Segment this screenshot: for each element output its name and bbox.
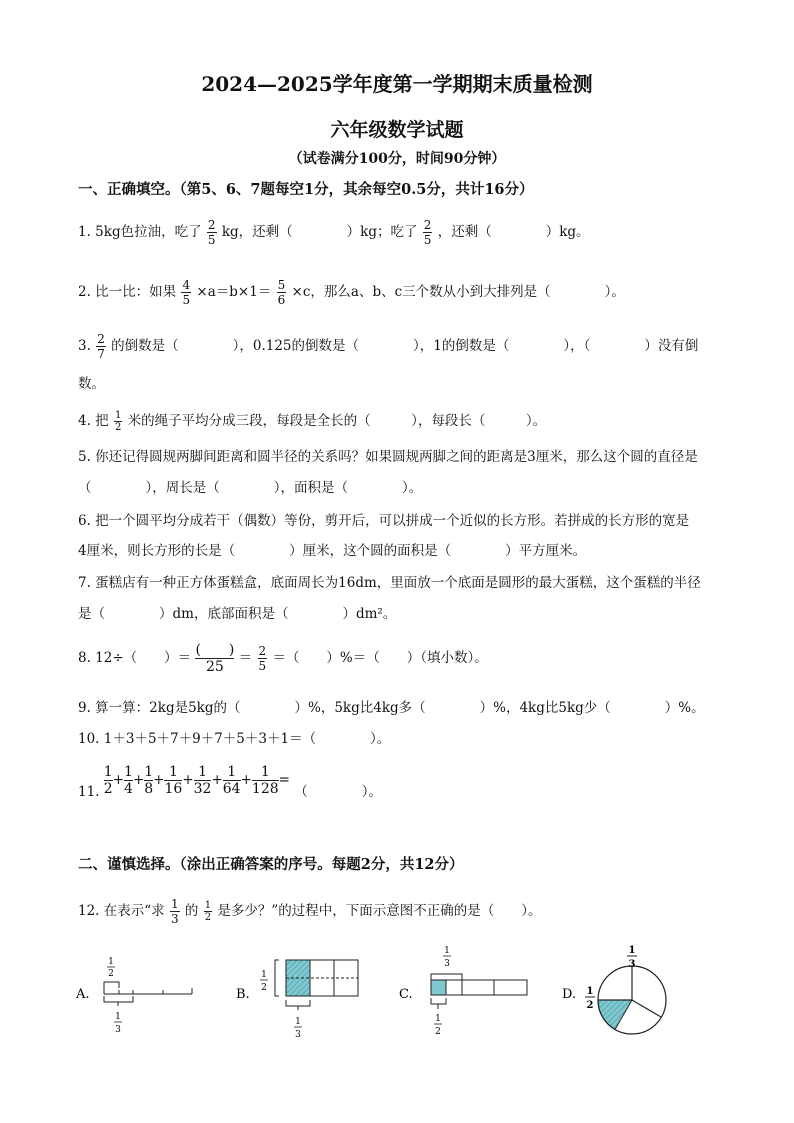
frac-den: 7	[97, 347, 105, 361]
frac-den: 6	[277, 293, 286, 307]
section-1-heading: 一、正确填空。（第5、6、7题每空1分，其余每空0.5分，共计16分）	[78, 181, 534, 198]
fraction-1-64	[223, 764, 241, 797]
option-b-label[interactable]: B.	[236, 987, 250, 1002]
option-d-label[interactable]: D.	[562, 987, 577, 1002]
plus-sign: +	[240, 772, 252, 788]
q12-text-b: 的	[184, 903, 199, 919]
option-a-label[interactable]: A.	[76, 987, 90, 1002]
third-num: 1	[628, 945, 636, 956]
option-a-diagram	[104, 957, 192, 1035]
q8-text-b: ＝	[238, 650, 253, 666]
question-10: 10. 1＋3＋5＋7＋9＋7＋5＋3＋1＝（ ）。	[78, 731, 391, 747]
fraction-two-fifths	[423, 218, 433, 247]
q3-text-b: 的倒数是（ ），0.125的倒数是（ ），1的倒数是（ ），（ ）没有倒	[111, 338, 699, 354]
q1-text-a: 1. 5kg色拉油，吃了	[78, 224, 202, 240]
option-c-label[interactable]: C.	[399, 987, 413, 1002]
half-num: 1	[261, 970, 267, 980]
option-b-diagram	[260, 960, 358, 1040]
frac-num: ( )	[195, 642, 235, 658]
plus-sign: +	[153, 772, 165, 788]
fraction-1-32	[194, 764, 212, 797]
frac-den: 32	[193, 781, 212, 797]
frac-num: 1	[227, 764, 237, 780]
frac-num: 2	[258, 644, 267, 658]
half-den: 2	[435, 1027, 441, 1037]
q11-blank: （ ）。	[294, 784, 382, 800]
question-7-cont: 是（ ）dm，底部面积是（ ）dm²。	[78, 606, 397, 622]
third-num: 1	[295, 1017, 301, 1027]
question-12	[78, 897, 542, 926]
q4-text-a: 4. 把	[78, 413, 109, 429]
frac-den: 64	[222, 781, 241, 797]
q12-text-c: 是多少？”的过程中，下面示意图不正确的是（ ）。	[217, 903, 542, 919]
half-num: 1	[586, 986, 594, 997]
frac-den: 128	[251, 781, 279, 797]
third-num: 1	[444, 946, 450, 956]
question-3	[78, 332, 698, 361]
fraction-one-half	[114, 410, 122, 433]
q2-text-c: ×c，那么a、b、c三个数从小到大排列是（ ）。	[291, 284, 625, 300]
fraction-five-sixths	[277, 278, 287, 307]
frac-num: 1	[168, 764, 178, 780]
q2-text-a: 2. 比一比：如果	[78, 284, 177, 300]
frac-den: 5	[258, 659, 267, 673]
fraction-1-2	[104, 764, 113, 797]
question-8	[78, 642, 488, 675]
fraction-two-sevenths	[96, 332, 106, 361]
frac-num: 1	[103, 764, 113, 780]
question-7: 7. 蛋糕店有一种正方体蛋糕盒，底面周长为16dm，里面放一个底面是圆形的最大蛋糕，这个蛋糕的半径	[78, 575, 701, 591]
frac-num: 1	[204, 900, 212, 911]
question-4	[78, 410, 546, 433]
frac-num: 1	[198, 764, 207, 780]
frac-den: 16	[164, 781, 183, 797]
frac-den: 8	[144, 781, 154, 797]
exam-title: 2024—2025学年度第一学期期末质量检测	[201, 72, 593, 96]
question-2	[78, 278, 625, 307]
plus-sign: +	[112, 772, 125, 788]
q8-text-c: ＝（ ）%＝（ ）（填小数）。	[272, 650, 488, 666]
half-den: 2	[108, 969, 114, 979]
fraction-1-128	[252, 764, 279, 797]
q8-text-a: 8. 12÷（ ）＝	[78, 650, 192, 666]
third-den: 3	[444, 959, 450, 969]
fraction-1-4	[124, 764, 133, 797]
fraction-four-fifths	[181, 278, 191, 307]
frac-num: 1	[114, 410, 122, 421]
question-3-cont: 数。	[78, 376, 105, 392]
q3-text-a: 3.	[78, 338, 91, 354]
frac-num: 1	[260, 764, 270, 780]
third-num: 1	[115, 1012, 121, 1022]
section-2-heading: 二、谨慎选择。（涂出正确答案的序号。每题2分，共12分）	[78, 856, 464, 873]
fraction-two-fifths	[207, 218, 217, 247]
question-5: 5. 你还记得圆规两脚间距离和圆半径的关系吗？如果圆规两脚之间的距离是3厘米，那么这个圆的直径是	[78, 449, 698, 465]
plus-sign: +	[182, 772, 194, 788]
frac-num: 2	[423, 218, 432, 232]
fraction-one-third	[170, 897, 180, 926]
exam-subtitle: 六年级数学试题	[330, 119, 464, 141]
frac-num: 4	[182, 278, 191, 292]
options-figure	[0, 940, 794, 1050]
frac-den: 5	[207, 233, 216, 247]
frac-num: 2	[207, 218, 216, 232]
half-num: 1	[435, 1014, 441, 1024]
frac-den: 4	[124, 781, 133, 797]
frac-den: 2	[204, 912, 212, 923]
plus-sign: +	[132, 772, 145, 788]
frac-num: 1	[170, 897, 179, 911]
third-den: 3	[115, 1025, 121, 1035]
fraction-1-16	[164, 764, 182, 797]
frac-num: 1	[124, 764, 133, 780]
question-1	[78, 218, 590, 247]
frac-den: 2	[114, 422, 122, 433]
equals-sign: =	[278, 772, 290, 788]
frac-den: 5	[182, 293, 191, 307]
q12-text-a: 12. 在表示“求	[78, 903, 165, 919]
option-d-diagram	[585, 945, 666, 1034]
fraction-blank-over-25	[195, 642, 234, 675]
fraction-one-half	[204, 900, 212, 923]
half-num: 1	[108, 957, 114, 967]
third-den: 3	[628, 959, 636, 970]
frac-den: 5	[423, 233, 432, 247]
frac-den: 2	[103, 781, 113, 797]
frac-num: 1	[144, 764, 154, 780]
plus-sign: +	[211, 772, 223, 788]
q1-text-b: kg，还剩（ ）kg；吃了	[221, 224, 418, 240]
frac-num: 5	[277, 278, 286, 292]
frac-num: 2	[97, 332, 105, 346]
third-den: 3	[295, 1030, 301, 1040]
fraction-two-fifths	[258, 644, 268, 673]
exam-note: （试卷满分100分，时间90分钟）	[288, 151, 506, 167]
question-5-cont: （ ），周长是（ ），面积是（ ）。	[78, 480, 423, 496]
q11-label: 11.	[78, 784, 100, 800]
question-11	[78, 764, 382, 802]
fraction-1-8	[144, 764, 153, 797]
q1-text-c: ，还剩（ ）kg。	[437, 224, 590, 240]
frac-den: 3	[170, 912, 179, 926]
q4-text-b: 米的绳子平均分成三段，每段是全长的（ ），每段长（ ）。	[127, 413, 547, 429]
option-c-diagram	[431, 946, 527, 1037]
question-6-cont: 4厘米，则长方形的长是（ ）厘米，这个圆的面积是（ ）平方厘米。	[78, 543, 587, 559]
frac-den: 25	[195, 658, 234, 675]
question-9: 9. 算一算：2kg是5kg的（ ）%，5kg比4kg多（ ）%，4kg比5kg少（ ）%。	[78, 700, 705, 716]
half-den: 2	[261, 983, 267, 993]
half-den: 2	[586, 1000, 594, 1011]
q2-text-b: ×a＝b×1＝	[196, 284, 272, 300]
question-6: 6. 把一个圆平均分成若干（偶数）等份，剪开后，可以拼成一个近似的长方形。若拼成的长方形的宽是	[78, 513, 690, 529]
